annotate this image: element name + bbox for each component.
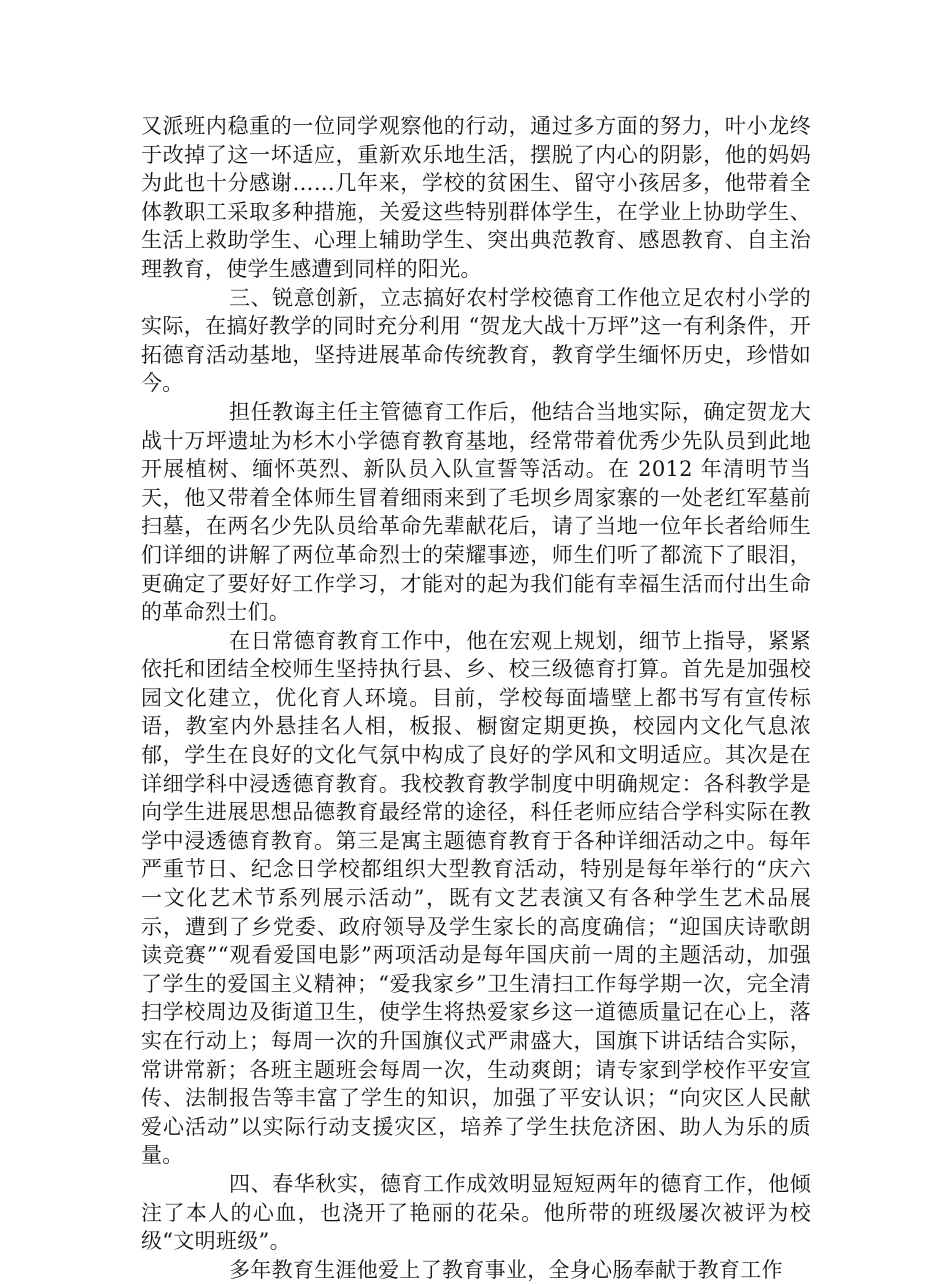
- paragraph-section-three: 三、锐意创新，立志搞好农村学校德育工作他立足农村小学的实际，在搞好教学的同时充分利用 “贺龙大战十万坪”这一有利条件，开拓德育活动基地，坚持进展革命传统教育，教育学生缅怀历史，珍惜如今。: [141, 285, 811, 396]
- document-page: [141, 112, 811, 1284]
- paragraph-continuation: 又派班内稳重的一位同学观察他的行动，通过多方面的努力，叶小龙终于改掉了这一坏适应，重新欢乐地生活，摆脱了内心的阴影，他的妈妈为此也十分感谢……几年来，学校的贫困生、留守小孩居多，他带着全体教职工采取多种措施，关爱这些特别群体学生，在学业上协助学生、生活上救助学生、心理上辅助学生、突出典范教育、感恩教育、自主治理教育，使学生感遭到同样的阳光。: [141, 114, 811, 281]
- paragraph-closing: 多年教育生涯他爱上了教育事业，全身心肠奉献于教育工作: [229, 1257, 783, 1282]
- paragraph-education-base: 担任教诲主任主管德育工作后，他结合当地实际，确定贺龙大战十万坪遗址为杉木小学德育教育基地，经常带着优秀少先队员到此地开展植树、缅怀英烈、新队员入队宣誓等活动。在 2012 年清明节当天，他又带着全体师生冒着细雨来到了毛坝乡周家寨的一处老红军墓前扫墓，在两名少先队员给革命先辈献花后，请了当地一位年长者给师生们详细的讲解了两位革命烈士的荣耀事迹，师生们听了都流下了眼泪，更确定了要好好工作学习，才能对的起为我们能有幸福生活而付出生命的革命烈士们。: [141, 399, 811, 625]
- paragraph-section-four: 四、春华秋实，德育工作成效明显短短两年的德育工作，他倾注了本人的心血，也浇开了艳丽的花朵。他所带的班级屡次被评为校级“文明班级”。: [141, 1171, 811, 1254]
- paragraph-daily-moral-education: 在日常德育教育工作中，他在宏观上规划，细节上指导，紧紧依托和团结全校师生坚持执行县、乡、校三级德育打算。首先是加强校园文化建立，优化育人环境。目前，学校每面墙壁上都书写有宣传标语，教室内外悬挂名人相，板报、橱窗定期更换，校园内文化气息浓郁，学生在良好的文化气氛中构成了良好的学风和文明适应。其次是在详细学科中浸透德育教育。我校教育教学制度中明确规定：各科教学是向学生进展思想品德教育最经常的途径，科任老师应结合学科实际在教学中浸透德育教育。第三是寓主题德育教育于各种详细活动之中。每年严重节日、纪念日学校都组织大型教育活动，特别是每年举行的“庆六一文化艺术节系列展示活动”，既有文艺表演又有各种学生艺术品展示，遭到了乡党委、政府领导及学生家长的高度确信；“迎国庆诗歌朗读竞赛”“观看爱国电影”两项活动是每年国庆前一周的主题活动，加强了学生的爱国主义精神；“爱我家乡”卫生清扫工作每学期一次，完全清扫学校周边及街道卫生，使学生将热爱家乡这一道德质量记在心上，落实在行动上；每周一次的升国旗仪式严肃盛大，国旗下讲话结合实际，常讲常新；各班主题班会每周一次，生动爽朗；请专家到学校作平安宣传、法制报告等丰富了学生的知识，加强了平安认识；“向灾区人民献爱心活动”以实际行动支援灾区，培养了学生扶危济困、助人为乐的质量。: [141, 628, 811, 1168]
